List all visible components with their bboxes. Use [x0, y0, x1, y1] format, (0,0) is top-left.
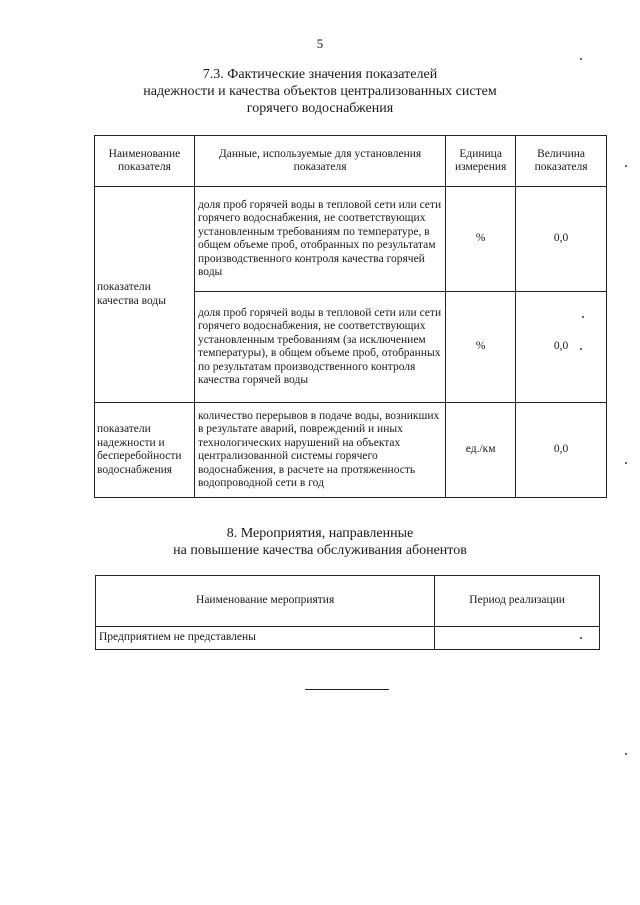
indicator-data-cell: доля проб горячей воды в тепловой сети или сети горячего водоснабжения, не соответствующих установленным требованиям (за исключением температуры), в общем объеме проб, отобранных по результатам производственного контроля качества горячей воды	[194, 292, 445, 403]
section-8-title-line-1: 8. Мероприятия, направленные	[226, 526, 414, 541]
header-unit: Единица измерения	[446, 136, 516, 187]
table-row	[95, 187, 607, 292]
indicator-data-cell: доля проб горячей воды в тепловой сети или сети горячего водоснабжения, не соответствующих установленным требованиям по температуре, в общем объеме проб, отобранных по результатам производственного контроля качества горячей воды	[194, 187, 445, 292]
measure-period-cell	[435, 627, 600, 650]
measure-name-cell: Предприятием не представлены	[96, 627, 435, 650]
indicators-table	[94, 135, 607, 498]
section-8-title-line-2: на повышение качества обслуживания абонентов	[173, 543, 467, 558]
header-indicator-name: Наименование показателя	[95, 136, 195, 187]
header-data-used: Данные, используемые для установления показателя	[194, 136, 445, 187]
table-row	[95, 403, 607, 498]
indicators-table-header-row	[95, 136, 607, 187]
indicator-group-name: показатели качества воды	[95, 187, 195, 403]
indicator-unit-cell: ед./км	[446, 403, 516, 498]
section-8-title	[0, 525, 640, 559]
indicator-unit-cell: %	[446, 292, 516, 403]
scan-speck	[580, 637, 582, 639]
header-period: Период реализации	[435, 576, 600, 627]
section-7-3-title	[0, 66, 640, 117]
indicator-data-cell: количество перерывов в подаче воды, возникших в результате аварий, повреждений и иных технологических нарушений на объектах централизованной системы горячего водоснабжения, в расчете на протяженность водопроводной сети в год	[194, 403, 445, 498]
header-value: Величина показателя	[516, 136, 607, 187]
scan-speck	[625, 165, 627, 167]
table-row	[96, 627, 600, 650]
measures-table-header-row	[96, 576, 600, 627]
section-7-3-title-line-3: горячего водоснабжения	[246, 101, 394, 116]
indicator-unit-cell: %	[446, 187, 516, 292]
scan-speck	[580, 58, 582, 60]
scan-speck	[580, 348, 582, 350]
scan-speck	[625, 753, 627, 755]
page-number: 5	[316, 36, 324, 51]
measures-table	[95, 575, 600, 650]
section-7-3-title-line-1: 7.3. Фактические значения показателей	[202, 67, 438, 82]
indicator-value-cell: 0,0	[516, 187, 607, 292]
scan-speck	[582, 316, 584, 318]
header-measure-name: Наименование мероприятия	[96, 576, 435, 627]
end-divider	[305, 689, 389, 690]
indicator-value-cell: 0,0	[516, 403, 607, 498]
indicator-group-name: показатели надежности и бесперебойности водоснабжения	[95, 403, 195, 498]
indicator-value-cell: 0,0	[516, 292, 607, 403]
section-7-3-title-line-2: надежности и качества объектов централизованных систем	[143, 84, 497, 99]
scan-speck	[625, 462, 627, 464]
